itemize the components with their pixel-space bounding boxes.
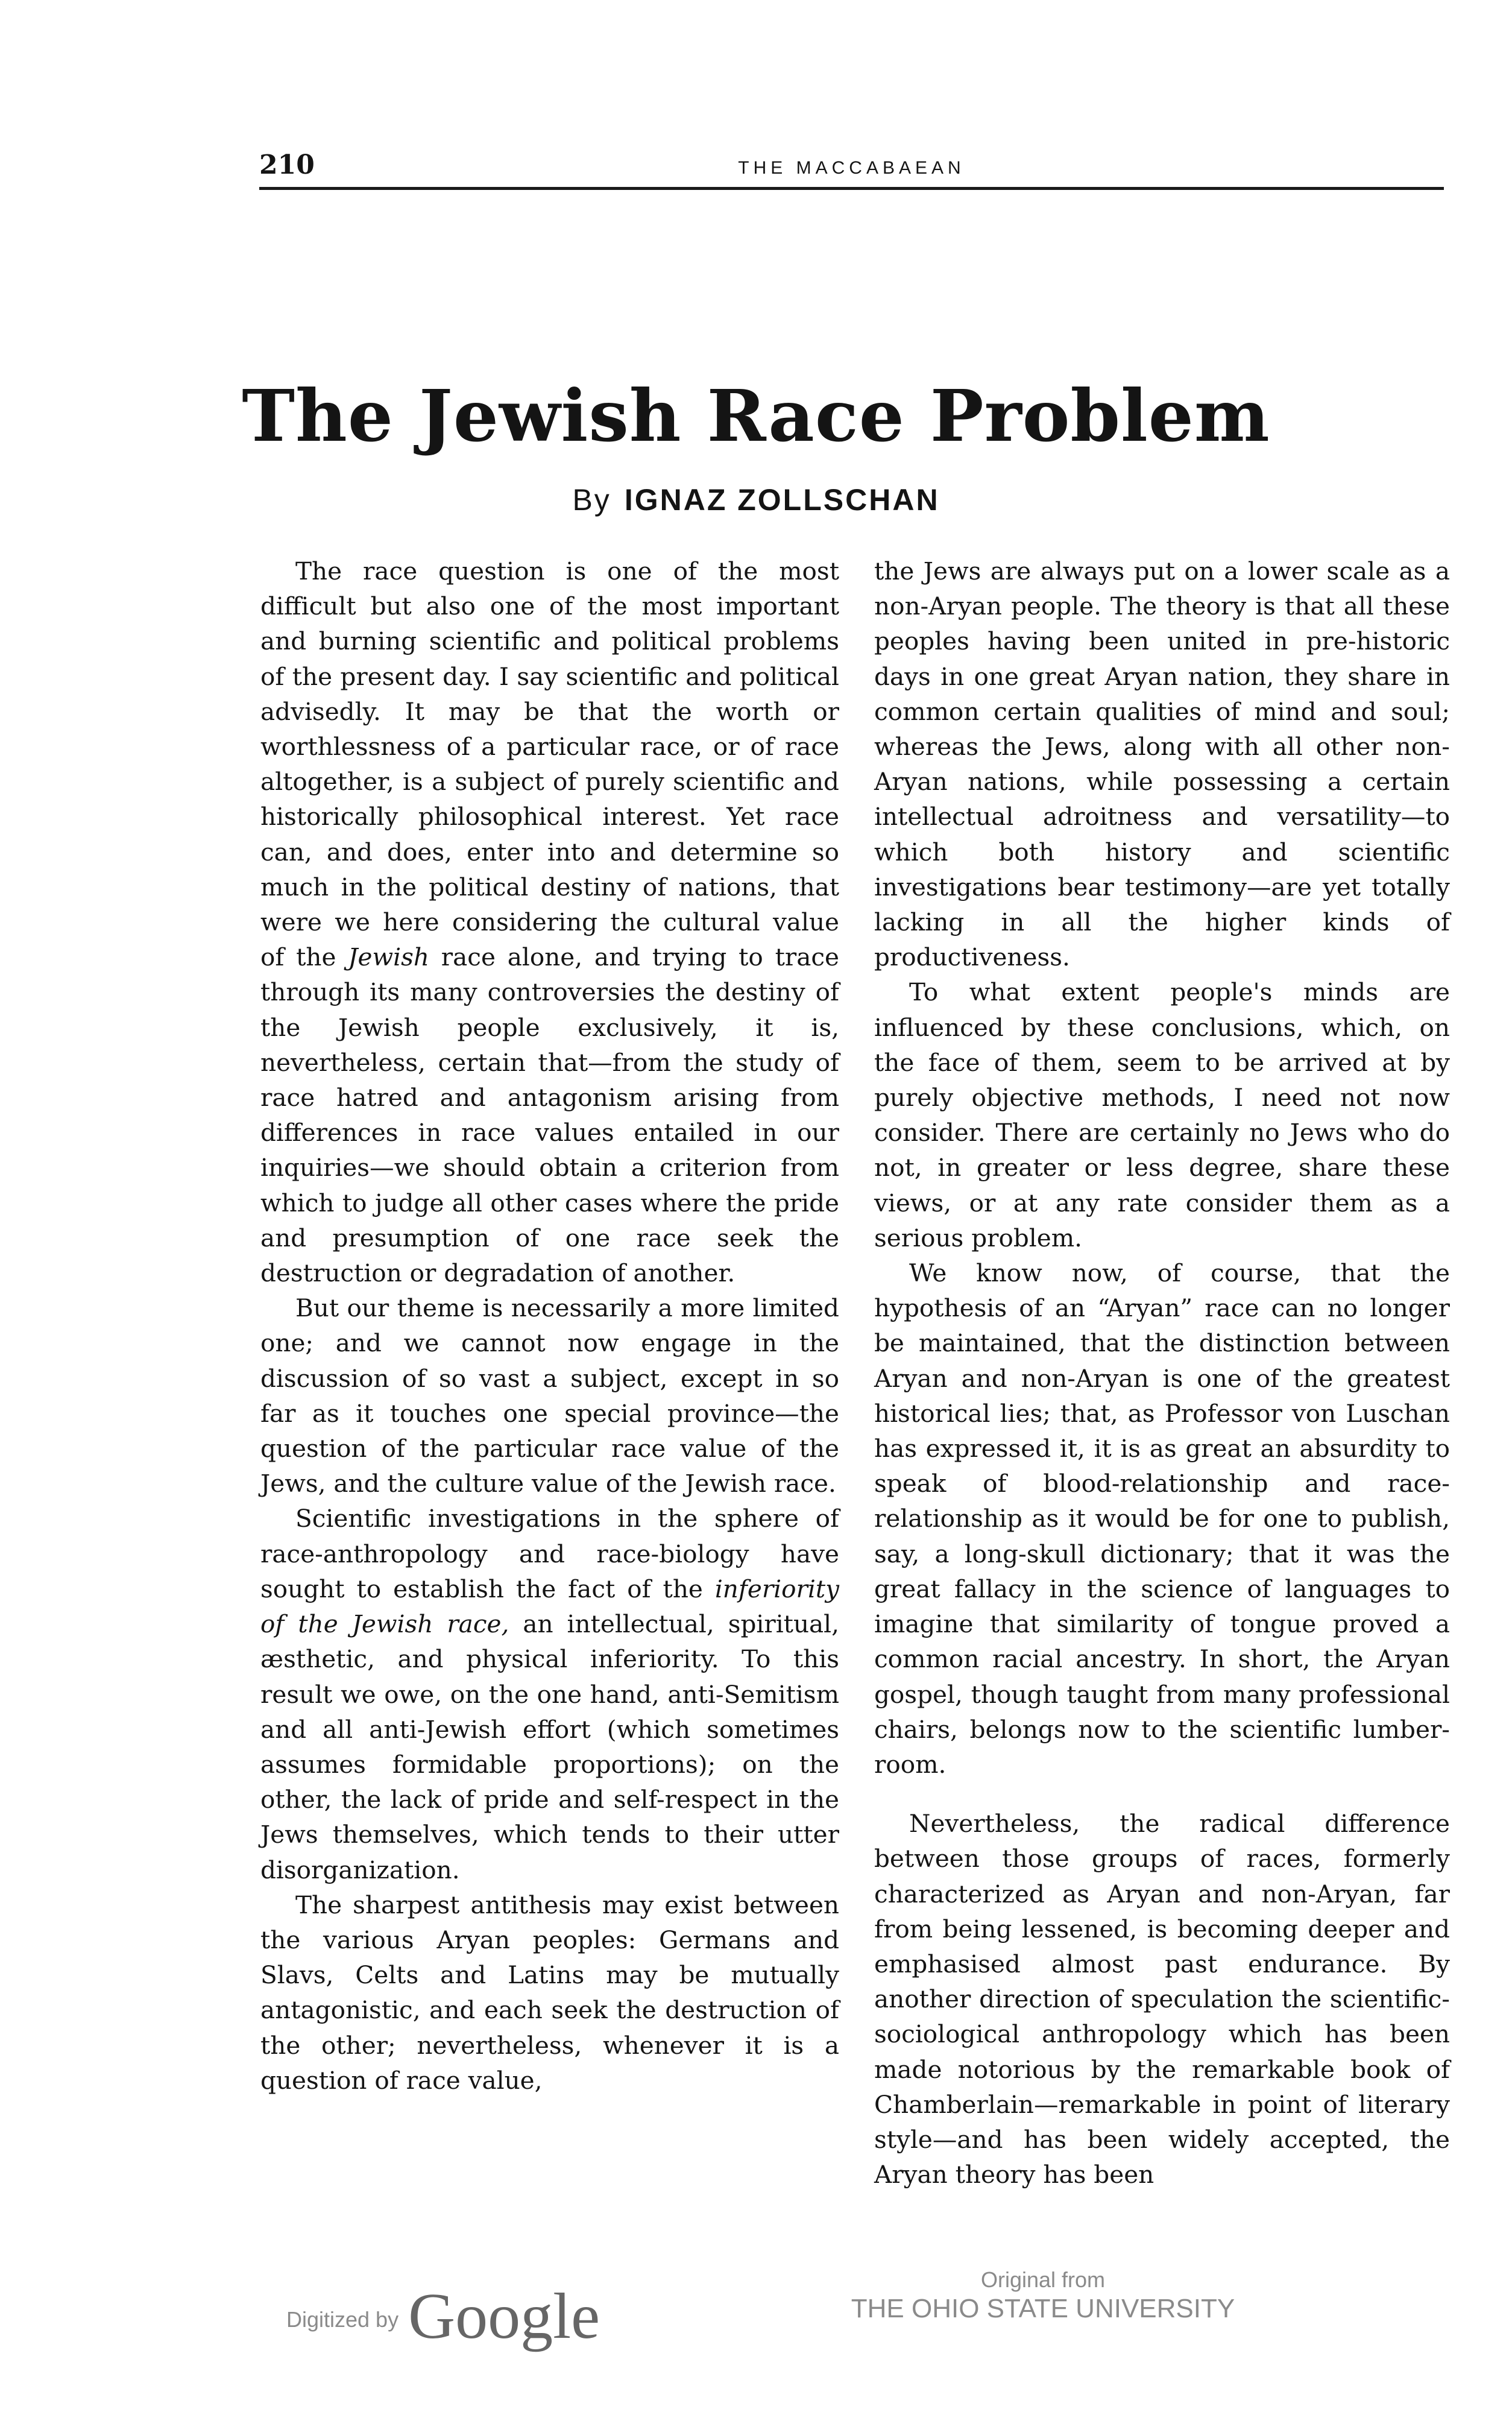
university-label: THE OHIO STATE UNIVERSITY <box>851 2294 1235 2323</box>
article-title: The Jewish Race Problem <box>242 374 1270 458</box>
byline <box>0 482 1512 517</box>
paragraph: To what extent people's minds are influenced by these conclusions, which, on the face of them, seem to be arrived at by purely objective methods, I need not now consider. There are certainly no Jews who do not, in greater or less degree, share these views, or at any rate consider them as a serious problem. <box>874 977 1450 1252</box>
paragraph: Scientific investigations in the sphere of race-anthropology and race-biology have sought to establish the fact of the inferiority of the Jewish race, an intellectual, spiritual, æsthetic, and physical inferiority. To this result we owe, on the one hand, anti-Semitism and all anti-Jewish effort (which sometimes assumes formidable proportions); on the other, the lack of pride and self-respect in the Jews themselves, which tends to their utter disorganization. <box>260 1504 839 1884</box>
digitized-by-watermark <box>286 2279 600 2354</box>
emphasis: inferiority of the Jewish race, <box>260 1574 839 1639</box>
emphasis: Jewish <box>348 942 429 972</box>
running-head <box>259 150 1444 192</box>
author-name: IGNAZ ZOLLSCHAN <box>624 483 940 517</box>
paragraph: But our theme is necessarily a more limited one; and we cannot now engage in the discussion of so vast a subject, except in so far as it touches one special province—the question of the particular race value of the Jews, and the culture value of the Jewish race. <box>260 1293 839 1498</box>
paragraph: Nevertheless, the radical difference between those groups of races, formerly characterized as Aryan and non-Aryan, far from being lessened, is becoming deeper and emphasised almost past endurance. By another direction of speculation the scientific-sociological anthropology which has been made notorious by the remarkable book of Chamberlain—remarkable in point of literary style—and has been widely accepted, the Aryan theory has been <box>874 1809 1450 2189</box>
left-column <box>260 554 839 2098</box>
digitized-by-label: Digitized by <box>286 2307 399 2332</box>
byline-prefix: By <box>572 483 611 517</box>
header-rule <box>259 187 1444 190</box>
right-column <box>874 554 1450 2192</box>
original-source-watermark <box>850 2267 1236 2324</box>
paragraph: the Jews are always put on a lower scale as a non-Aryan people. The theory is that all these peoples having been united in pre-historic days in one great Aryan nation, they share in common certain qualities of mind and soul; whereas the Jews, along with all other non-Aryan nations, while possessing a certain intellectual adroitness and versatility—to which both history and scientific investigations bear testimony—are yet totally lacking in all the higher kinds of productiveness. <box>874 557 1450 972</box>
journal-name: THE MACCABAEAN <box>738 158 965 178</box>
original-from-label: Original from <box>980 2267 1106 2292</box>
paragraph: The race question is one of the most difficult but also one of the most important and burning scientific and political problems of the present day. I say scientific and political advisedly. It may be that the worth or worthlessness of a particular race, or of race altogether, is a subject of purely scientific and historically philosophical interest. Yet race can, and does, enter into and determine so much in the political destiny of nations, that were we here considering the cultural value of the Jewish race alone, and trying to trace through its many controversies the destiny of the Jewish people exclusively, it is, nevertheless, certain that—from the study of race hatred and antagonism arising from differences in race values entailed in our inquiries—we should obtain a criterion from which to judge all other cases where the pride and presumption of one race seek the destruction or degradation of another. <box>260 557 840 1288</box>
page-number: 210 <box>259 150 315 180</box>
google-logo: Google <box>408 2281 600 2352</box>
paragraph: We know now, of course, that the hypothesis of an “Aryan” race can no longer be maintained, that the distinction between Aryan and non-Aryan is one of the greatest historical lies; that, as Professor von Luschan has expressed it, it is as great an absurdity to speak of blood-relationship and race-relationship as it would be for one to publish, say, a long-skull dictionary; that it was the great fallacy in the science of languages to imagine that similarity of tongue proved a common racial ancestry. In short, the Aryan gospel, though taught from many professional chairs, belongs now to the scientific lumber-room. <box>874 1258 1450 1779</box>
paragraph: The sharpest antithesis may exist between the various Aryan peoples: Germans and Slavs, Celts and Latins may be mutually antagonistic, and each seek the destruction of the other; nevertheless, whenever it is a question of race value, <box>260 1890 839 2095</box>
